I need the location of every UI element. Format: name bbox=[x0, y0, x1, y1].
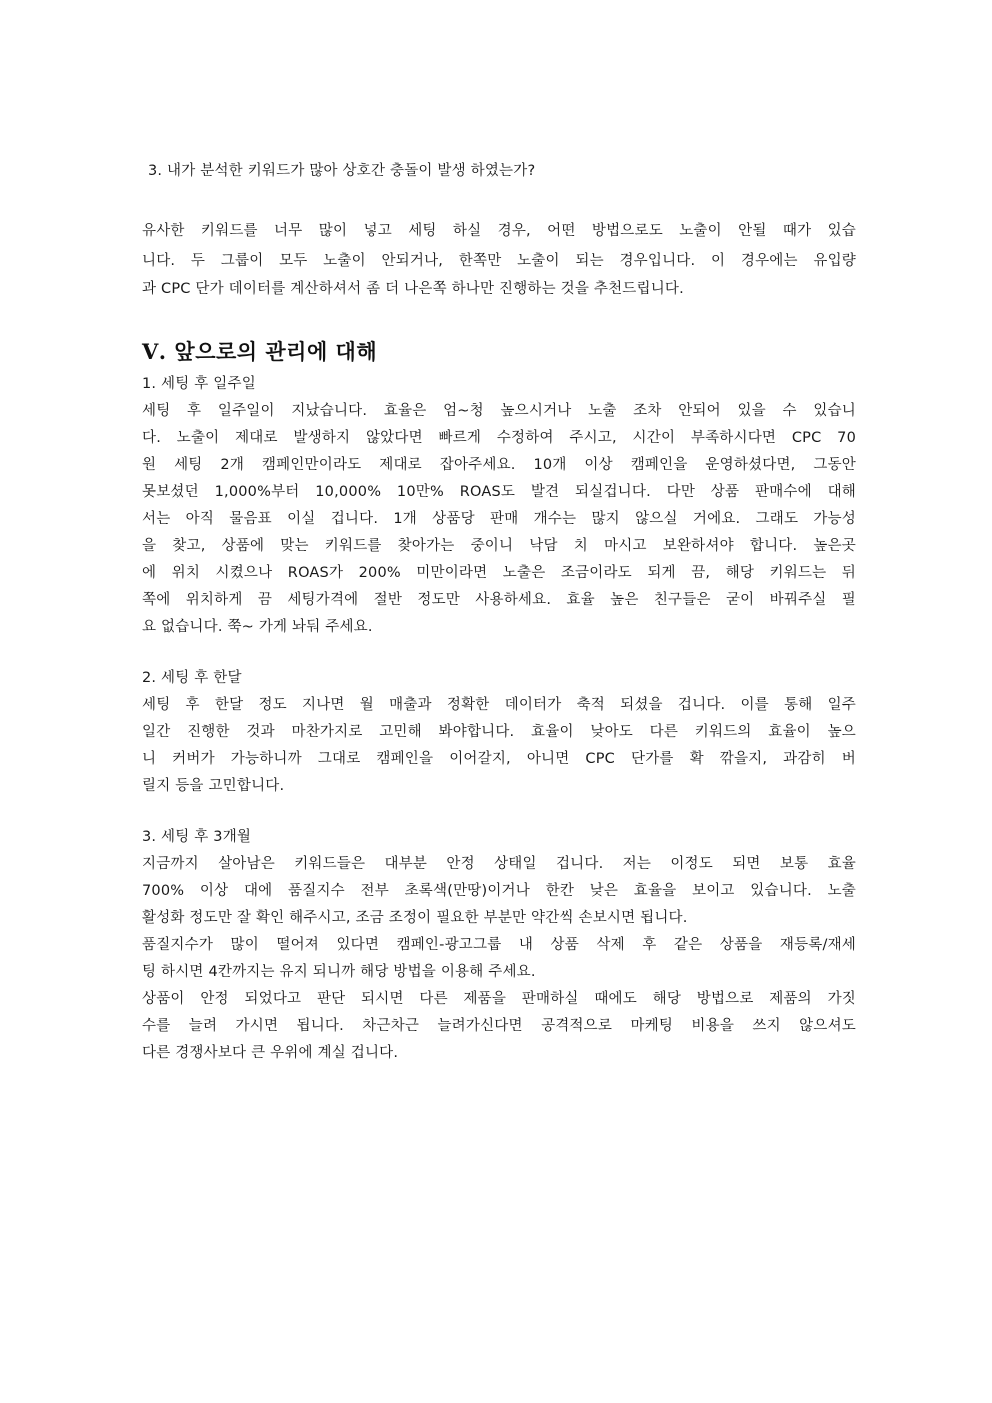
paragraph-line: 못보셨던 1,000%부터 10,000% 10만% ROAS도 발견 되실겁니다. 다만 상품 판매수에 대해 bbox=[142, 484, 856, 500]
paragraph-line: 세팅 후 일주일이 지났습니다. 효율은 엄~청 높으시거나 노출 조차 안되어 있을 수 있습니 bbox=[142, 403, 856, 419]
paragraph-line: 수를 늘려 가시면 됩니다. 차근차근 늘려가신다면 공격적으로 마케팅 비용을 쓰지 않으셔도 bbox=[142, 1018, 856, 1034]
paragraph-line: 다. 노출이 제대로 발생하지 않았다면 빠르게 수정하여 주시고, 시간이 부족하시다면 CPC 70 bbox=[142, 430, 856, 446]
section-heading: Ⅴ. 앞으로의 관리에 대해 bbox=[142, 339, 378, 364]
paragraph-line: 팅 하시면 4칸까지는 유지 되니까 해당 방법을 이용해 주세요. bbox=[142, 964, 536, 980]
paragraph-line: 원 세팅 2개 캠페인만이라도 제대로 잡아주세요. 10개 이상 캠페인을 운영하셨다면, 그동안 bbox=[142, 457, 856, 473]
paragraph-line: 700% 이상 대에 품질지수 전부 초록색(만땅)이거나 한칸 낮은 효율을 보이고 있습니다. 노출 bbox=[142, 883, 856, 899]
paragraph-line: 과 CPC 단가 데이터를 계산하셔서 좀 더 나은쪽 하나만 진행하는 것을 추천드립니다. bbox=[142, 281, 684, 297]
paragraph-line: 품질지수가 많이 떨어져 있다면 캠페인-광고그룹 내 상품 삭제 후 같은 상품을 재등록/재세 bbox=[142, 937, 856, 953]
paragraph-line: 지금까지 살아남은 키워드들은 대부분 안정 상태일 겁니다. 저는 이정도 되면 보통 효율 bbox=[142, 856, 856, 872]
paragraph-line: 니 커버가 가능하니까 그대로 캠페인을 이어갈지, 아니면 CPC 단가를 확 깎을지, 과감히 버 bbox=[142, 751, 856, 767]
paragraph-line: 에 위치 시켰으나 ROAS가 200% 미만이라면 노출은 조금이라도 되게 끔, 해당 키워드는 뒤 bbox=[142, 565, 856, 581]
paragraph-line: 다른 경쟁사보다 큰 우위에 계실 겁니다. bbox=[142, 1045, 399, 1061]
subsection-title-week: 1. 세팅 후 일주일 bbox=[142, 376, 256, 392]
paragraph-line: 요 없습니다. 쭉~ 가게 놔둬 주세요. bbox=[142, 619, 373, 635]
paragraph-line: 서는 아직 물음표 이실 겁니다. 1개 상품당 판매 개수는 많지 않으실 거에요. 그래도 가능성 bbox=[142, 511, 856, 527]
subsection-title-month: 2. 세팅 후 한달 bbox=[142, 670, 242, 686]
item-title-keyword-conflict: 3. 내가 분석한 키워드가 많아 상호간 충돌이 발생 하였는가? bbox=[148, 163, 536, 179]
paragraph-line: 니다. 두 그룹이 모두 노출이 안되거나, 한쪽만 노출이 되는 경우입니다. 이 경우에는 유입량 bbox=[142, 253, 856, 269]
paragraph-line: 릴지 등을 고민합니다. bbox=[142, 778, 285, 794]
paragraph-line: 유사한 키워드를 너무 많이 넣고 세팅 하실 경우, 어떤 방법으로도 노출이 안될 때가 있습 bbox=[142, 223, 856, 239]
subsection-title-3months: 3. 세팅 후 3개월 bbox=[142, 829, 252, 845]
paragraph-line: 쪽에 위치하게 끔 세팅가격에 절반 정도만 사용하세요. 효율 높은 친구들은 굳이 바꿔주실 필 bbox=[142, 592, 856, 608]
paragraph-line: 세팅 후 한달 정도 지나면 월 매출과 정확한 데이터가 축적 되셨을 겁니다. 이를 통해 일주 bbox=[142, 697, 856, 713]
paragraph-line: 활성화 정도만 잘 확인 해주시고, 조금 조정이 필요한 부분만 약간씩 손보시면 됩니다. bbox=[142, 910, 688, 926]
paragraph-line: 을 찾고, 상품에 맞는 키워드를 찾아가는 중이니 낙담 치 마시고 보완하셔야 합니다. 높은곳 bbox=[142, 538, 856, 554]
paragraph-line: 일간 진행한 것과 마찬가지로 고민해 봐야합니다. 효율이 낮아도 다른 키워드의 효율이 높으 bbox=[142, 724, 856, 740]
paragraph-line: 상품이 안정 되었다고 판단 되시면 다른 제품을 판매하실 때에도 해당 방법으로 제품의 가짓 bbox=[142, 991, 856, 1007]
